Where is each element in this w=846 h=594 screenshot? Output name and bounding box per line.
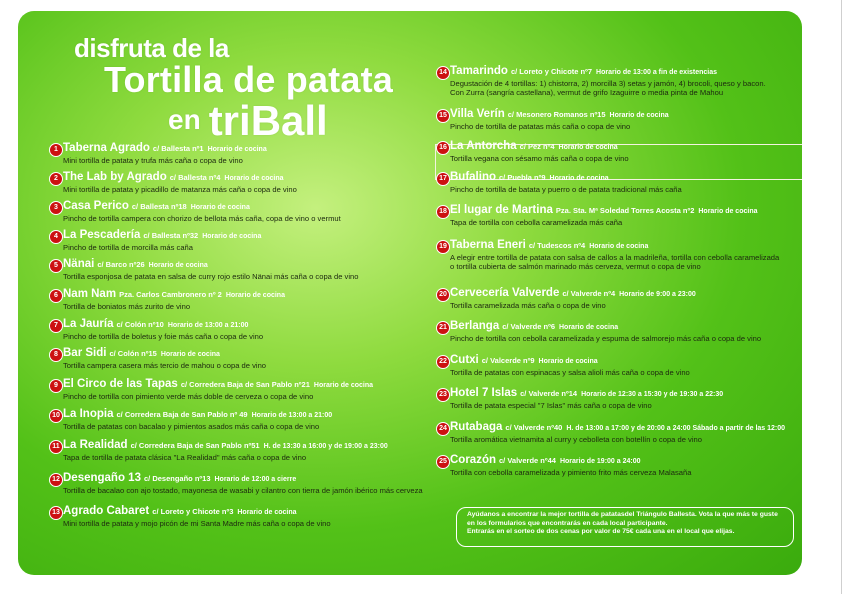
venue-heading [450, 108, 669, 120]
venue-heading [450, 204, 758, 216]
venue-description: A elegir entre tortilla de patata con salsa de callos a la madrileña, tortilla con cebolla caramelizada [450, 253, 780, 262]
title-line-2: Tortilla de patata [104, 59, 393, 100]
venue-address: c/ Valcerde nº9 [481, 356, 535, 365]
venue-description: Tortilla caramelizada más caña o copa de vino [450, 301, 606, 310]
venue-address: c/ Valverde nº44 [499, 456, 556, 465]
venue-name: Taberna Agrado [63, 142, 150, 154]
venue-schedule: Horario de cocina [160, 351, 220, 358]
notice-line-3: Entrarás en el sorteo de dos cenas por valor de 75€ cada una en el local que elijas. [467, 528, 735, 535]
venue-schedule: Horario de cocina [609, 112, 669, 119]
venue-address: c/ Loreto y Chicote nº7 [510, 67, 593, 76]
page-edge-right [841, 0, 842, 594]
venue-heading [63, 505, 297, 517]
venue-address: c/ Ballesta nº4 [169, 173, 221, 182]
venue-address: Pza. Carlos Cambronero nº 2 [119, 290, 222, 299]
venue-heading [450, 140, 618, 152]
venue-description: Tortilla esponjosa de patata en salsa de curry rojo estilo Nänai más caña o copa de vino [63, 272, 359, 281]
venue-heading [63, 472, 296, 484]
venue-address: c/ Valverde nº4 [562, 289, 616, 298]
venue-name: La Pescadería [63, 229, 141, 241]
venue-schedule: Horario de 19:00 a 24:00 [559, 458, 641, 465]
venue-schedule: Horario de 12:00 a cierre [214, 476, 297, 483]
venue-number-badge: 3 [49, 201, 63, 215]
venue-address: c/ Ballesta nº18 [131, 202, 187, 211]
venue-heading [63, 288, 285, 300]
venue-heading [63, 171, 284, 183]
venue-number-badge: 7 [49, 319, 63, 333]
venue-schedule: Horario de cocina [224, 175, 284, 182]
venue-heading [63, 142, 267, 154]
venue-address: c/ Puebla nº9 [499, 173, 546, 182]
venue-description: Tortilla de bacalao con ajo tostado, mayonesa de wasabi y cilantro con tierra de jamón ibérico más cerveza [63, 486, 423, 495]
venue-schedule: Horario de 13:00 a 21:00 [167, 322, 249, 329]
venue-heading [450, 287, 696, 299]
title-line-3 [168, 91, 328, 144]
venue-number-badge: 12 [49, 473, 63, 487]
venue-number-badge: 20 [436, 288, 450, 302]
venue-description-2: o tortilla cubierta de salmón marinado más cerveza, vermut o copa de vino [450, 262, 701, 271]
venue-name: The Lab by Agrado [63, 171, 167, 183]
venue-address: c/ Corredera Baja de San Pablo nº51 [130, 441, 260, 450]
venue-number-badge: 21 [436, 321, 450, 335]
venue-name: Taberna Eneri [450, 239, 526, 251]
venue-address: c/ Tudescos nº4 [528, 241, 586, 250]
venue-number-badge: 6 [49, 289, 63, 303]
venue-schedule: Horario de 13:00 a 21:00 [251, 412, 333, 419]
venue-heading [63, 229, 261, 241]
venue-name: Corazón [450, 454, 496, 466]
vote-notice [456, 507, 794, 547]
venue-description: Tortilla de patatas con espinacas y salsa alioli más caña o copa de vino [450, 368, 690, 377]
venue-number-badge: 23 [436, 388, 450, 402]
venue-number-badge: 15 [436, 109, 450, 123]
venue-name: Cutxi [450, 354, 479, 366]
venue-address: c/ Corredera Baja de San Pablo nº 49 [116, 410, 248, 419]
venue-number-badge: 10 [49, 409, 63, 423]
venue-name: Villa Verín [450, 108, 505, 120]
venue-number-badge: 24 [436, 422, 450, 436]
venue-heading [63, 439, 388, 451]
venue-number-badge: 13 [49, 506, 63, 520]
venue-heading [63, 347, 220, 359]
venue-number-badge: 16 [436, 141, 450, 155]
venue-name: Nam Nam [63, 288, 117, 300]
notice-line-2: en los formularios que encontrarás en cada local participante. [467, 519, 668, 527]
venue-heading [63, 258, 208, 270]
venue-heading [450, 454, 641, 466]
venue-schedule: Horario de 9:00 a 23:00 [619, 291, 696, 298]
venue-description: Tortilla vegana con sésamo más caña o copa de vino [450, 154, 629, 163]
venue-address: c/ Valverde nº40 [505, 423, 563, 432]
venue-number-badge: 4 [49, 230, 63, 244]
venue-description: Pincho de tortilla con pimiento verde más doble de cerveza o copa de vino [63, 392, 314, 401]
venue-address: c/ Mesonero Romanos nº15 [507, 110, 606, 119]
venue-number-badge: 14 [436, 66, 450, 80]
venue-name: El Circo de las Tapas [63, 378, 178, 390]
venue-schedule: Horario de cocina [538, 358, 598, 365]
venue-address: c/ Corredera Baja de San Pablo nº21 [180, 380, 310, 389]
venue-schedule: H. de 13:30 a 16:00 y de 19:00 a 23:00 [263, 443, 388, 450]
venue-address: Pza. Sta. Mª Soledad Torres Acosta nº2 [555, 206, 695, 215]
title-line-1: disfruta de la [74, 33, 229, 63]
venue-description: Tapa de tortilla con cebolla caramelizada más caña [450, 218, 623, 227]
venue-number-badge: 2 [49, 172, 63, 186]
venue-name: Agrado Cabaret [63, 505, 150, 517]
venue-name: El lugar de Martina [450, 204, 553, 216]
venue-heading [63, 200, 250, 212]
venue-description: Degustación de 4 tortillas: 1) chistorra, 2) morcilla 3) setas y jamón, 4) brocoli, queso y bacon. [450, 79, 766, 88]
venue-description: Tapa de tortilla de patata clásica "La Realidad" más caña o copa de vino [63, 453, 307, 462]
venue-description: Tortilla con cebolla caramelizada y pimiento frito más cerveza Malasaña [450, 468, 692, 477]
venue-schedule: Horario de cocina [558, 144, 618, 151]
venue-heading [450, 171, 609, 183]
venue-heading [450, 65, 717, 77]
venue-address: c/ Colón nº10 [116, 320, 164, 329]
venue-name: Bar Sidi [63, 347, 107, 359]
venue-schedule: Horario de cocina [190, 204, 250, 211]
venue-description: Mini tortilla de patata y picadillo de matanza más caña o copa de vino [63, 185, 297, 194]
venue-number-badge: 19 [436, 240, 450, 254]
venue-description: Mini tortilla de patata y mojo picón de mi Santa Madre más caña o copa de vino [63, 519, 331, 528]
venue-name: Hotel 7 Islas [450, 387, 518, 399]
venue-schedule: Horario de cocina [549, 175, 609, 182]
venue-address: c/ Colón nº15 [109, 349, 157, 358]
venue-description: Pincho de tortilla de morcilla más caña [63, 243, 193, 252]
venue-name: Nänai [63, 258, 95, 270]
venue-description: Pincho de tortilla de batata y puerro o de patata tradicional más caña [450, 185, 682, 194]
venue-address: c/ Barco nº26 [97, 260, 145, 269]
venue-number-badge: 8 [49, 348, 63, 362]
venue-schedule: Horario de cocina [148, 262, 208, 269]
venue-name: La Jauría [63, 318, 114, 330]
venue-schedule: Horario de cocina [589, 243, 649, 250]
venue-description: Pincho de tortilla con cebolla caramelizada y espuma de salmorejo más caña o copa de vino [450, 334, 762, 343]
venue-name: La Inopia [63, 408, 114, 420]
venue-schedule: Horario de cocina [237, 509, 297, 516]
venue-address: c/ Desengaño nº13 [143, 474, 211, 483]
venue-description: Pincho de tortilla campera con chorizo de bellota más caña, copa de vino o vermut [63, 214, 341, 223]
venue-number-badge: 5 [49, 259, 63, 273]
venue-description-2: Con Zurra (sangría castellana), vermut de grifo Izaguirre o media pinta de Mahou [450, 88, 724, 97]
venue-schedule: Horario de cocina [698, 208, 758, 215]
venue-name: La Antorcha [450, 140, 517, 152]
venue-description: Tortilla aromática vietnamita al curry y cebolleta con botellín o copa de vino [450, 435, 702, 444]
venue-number-badge: 18 [436, 205, 450, 219]
venue-description: Tortilla campera casera más tercio de mahou o copa de vino [63, 361, 267, 370]
poster [18, 11, 802, 575]
venue-name: Desengaño 13 [63, 472, 141, 484]
venue-number-badge: 11 [49, 440, 63, 454]
venue-heading [450, 354, 598, 366]
venue-heading [63, 408, 332, 420]
venue-address: c/ Loreto y Chicote nº3 [152, 507, 234, 516]
venue-heading [450, 320, 618, 332]
venue-address: c/ Valverde nº6 [502, 322, 555, 331]
title-brand: triBall [208, 97, 328, 144]
venue-name: Bufalino [450, 171, 496, 183]
venue-address: c/ Valverde nº14 [520, 389, 578, 398]
venue-address: c/ Ballesta nº1 [152, 144, 204, 153]
venue-schedule: H. de 13:00 a 17:00 y de 20:00 a 24:00 Sábado a partir de las 12:00 [566, 425, 786, 432]
venue-schedule: Horario de 13:00 a fin de existencias [596, 69, 718, 76]
venue-heading [450, 387, 723, 399]
venue-schedule: Horario de cocina [207, 146, 267, 153]
venue-address: c/ Pez nº4 [519, 142, 555, 151]
venue-number-badge: 25 [436, 455, 450, 469]
venue-description: Pincho de tortilla de boletus y foie más caña o copa de vino [63, 332, 264, 341]
venue-name: Casa Perico [63, 200, 129, 212]
venue-heading [63, 318, 248, 330]
venue-schedule: Horario de 12:30 a 15:30 y de 19:30 a 22:30 [581, 391, 724, 398]
venue-description: Mini tortilla de patata y trufa más caña o copa de vino [63, 156, 243, 165]
venue-heading [450, 421, 785, 433]
venue-description: Pincho de tortilla de patatas más caña o copa de vino [450, 122, 631, 131]
venue-description: Tortilla de boniatos más zurito de vino [63, 302, 191, 311]
notice-line-1: Ayúdanos a encontrar la mejor tortilla de patatasdel Triángulo Ballesta. Vota la que más te guste [467, 511, 778, 518]
venue-name: Cervecería Valverde [450, 287, 560, 299]
venue-schedule: Horario de cocina [313, 382, 374, 389]
venue-heading [63, 378, 373, 390]
venue-schedule: Horario de cocina [559, 324, 619, 331]
venue-name: Rutabaga [450, 421, 503, 433]
venue-schedule: Horario de cocina [202, 233, 262, 240]
venue-name: La Realidad [63, 439, 128, 451]
venue-name: Tamarindo [450, 65, 508, 77]
venue-name: Berlanga [450, 320, 500, 332]
title-en: en [168, 104, 201, 135]
venue-number-badge: 22 [436, 355, 450, 369]
venue-description: Tortilla de patatas con bacalao y pimientos asados más caña o copa de vino [63, 422, 320, 431]
venue-number-badge: 1 [49, 143, 63, 157]
venue-heading [450, 239, 648, 251]
venue-number-badge: 9 [49, 379, 63, 393]
venue-schedule: Horario de cocina [225, 292, 285, 299]
venue-number-badge: 17 [436, 172, 450, 186]
venue-address: c/ Ballesta nº32 [143, 231, 199, 240]
venue-description: Tortilla de patata especial "7 Islas" más caña o copa de vino [450, 401, 652, 410]
